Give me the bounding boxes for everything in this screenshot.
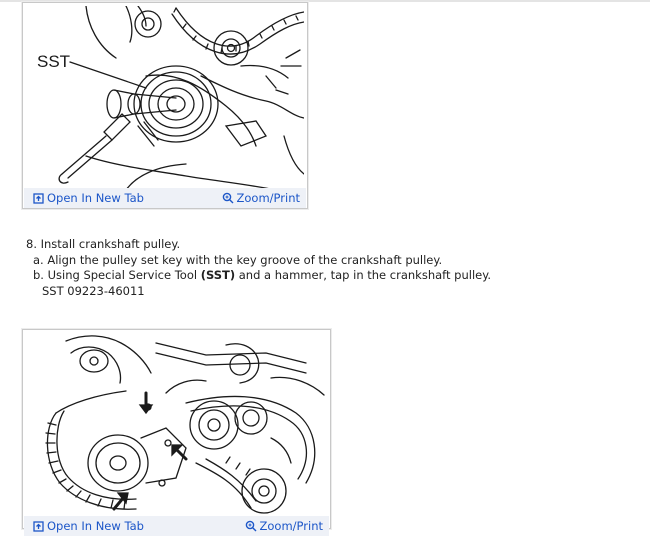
step-b: [26, 268, 586, 284]
crankshaft-pulley-illustration[interactable]: [26, 6, 304, 190]
figure-caption-bar: [24, 516, 329, 536]
figure-card-timing-belt: [22, 329, 331, 533]
sst-number: SST 09223-46011: [42, 283, 145, 298]
zoom-print-link[interactable]: [222, 190, 300, 208]
figure-caption-bar: [24, 188, 306, 208]
sst-callout-label: SST: [37, 52, 71, 71]
open-in-new-tab-link[interactable]: [33, 190, 144, 208]
magnifier-icon: [245, 520, 257, 536]
step-instructions: [26, 237, 586, 299]
figure-card-crankshaft-pulley: [22, 2, 308, 209]
magnifier-icon: [222, 192, 234, 208]
step-b-prefix: b. Using Special Service Tool: [33, 268, 201, 282]
open-in-new-tab-label: Open In New Tab: [47, 519, 144, 533]
step-b-sst: (SST): [200, 268, 236, 282]
step-b-suffix: and a hammer, tap in the crankshaft pulley.: [235, 268, 492, 282]
step-a: a. Align the pulley set key with the key groove of the crankshaft pulley.: [33, 252, 443, 267]
zoom-print-label: Zoom/Print: [236, 191, 300, 205]
timing-belt-illustration[interactable]: [26, 333, 327, 517]
open-in-new-tab-label: Open In New Tab: [47, 191, 144, 205]
open-in-new-tab-icon: [33, 520, 44, 536]
zoom-print-label: Zoom/Print: [259, 519, 323, 533]
open-in-new-tab-icon: [33, 192, 44, 208]
step-title: 8. Install crankshaft pulley.: [26, 237, 181, 251]
